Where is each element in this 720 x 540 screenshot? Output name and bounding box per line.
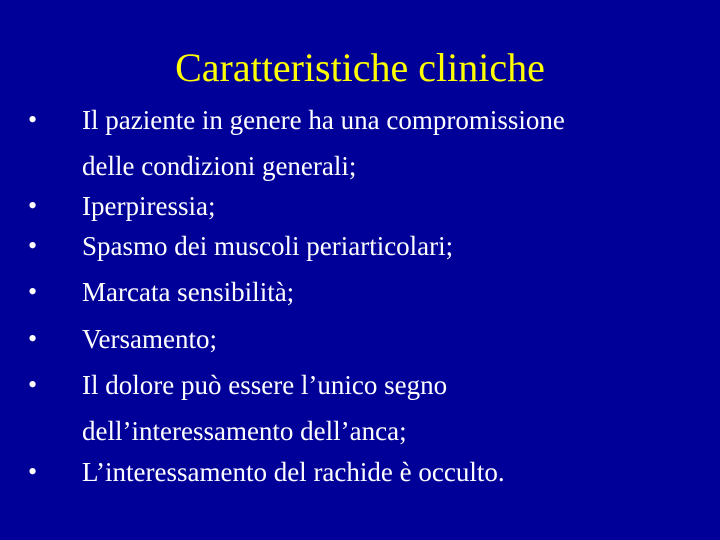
slide-title: Caratteristiche cliniche (175, 45, 545, 90)
bullet-line: delle condizioni generali; (82, 151, 357, 181)
bullet-dot-icon: • (28, 370, 38, 399)
bullet-text: Iperpiressia; (82, 191, 216, 221)
bullet-line: Il dolore può essere l’unico segno (82, 370, 448, 400)
bullet-line: dell’interessamento dell’anca; (82, 416, 407, 446)
bullet-text: Versamento; (82, 324, 217, 354)
bullet-dot-icon: • (28, 191, 38, 220)
bullet-text: L’interessamento del rachide è occulto. (82, 457, 505, 487)
bullet-dot-icon: • (28, 277, 38, 306)
bullet-dot-icon: • (28, 324, 38, 353)
bullet-dot-icon: • (28, 457, 38, 486)
bullet-text (82, 97, 702, 189)
bullet-dot-icon: • (28, 231, 38, 260)
bullet-text (82, 362, 702, 454)
bullet-text: Marcata sensibilità; (82, 277, 295, 307)
bullet-dot-icon: • (28, 105, 38, 134)
bullet-line: Il paziente in genere ha una compromissione (82, 105, 565, 135)
bullet-text: Spasmo dei muscoli periarticolari; (82, 231, 454, 261)
